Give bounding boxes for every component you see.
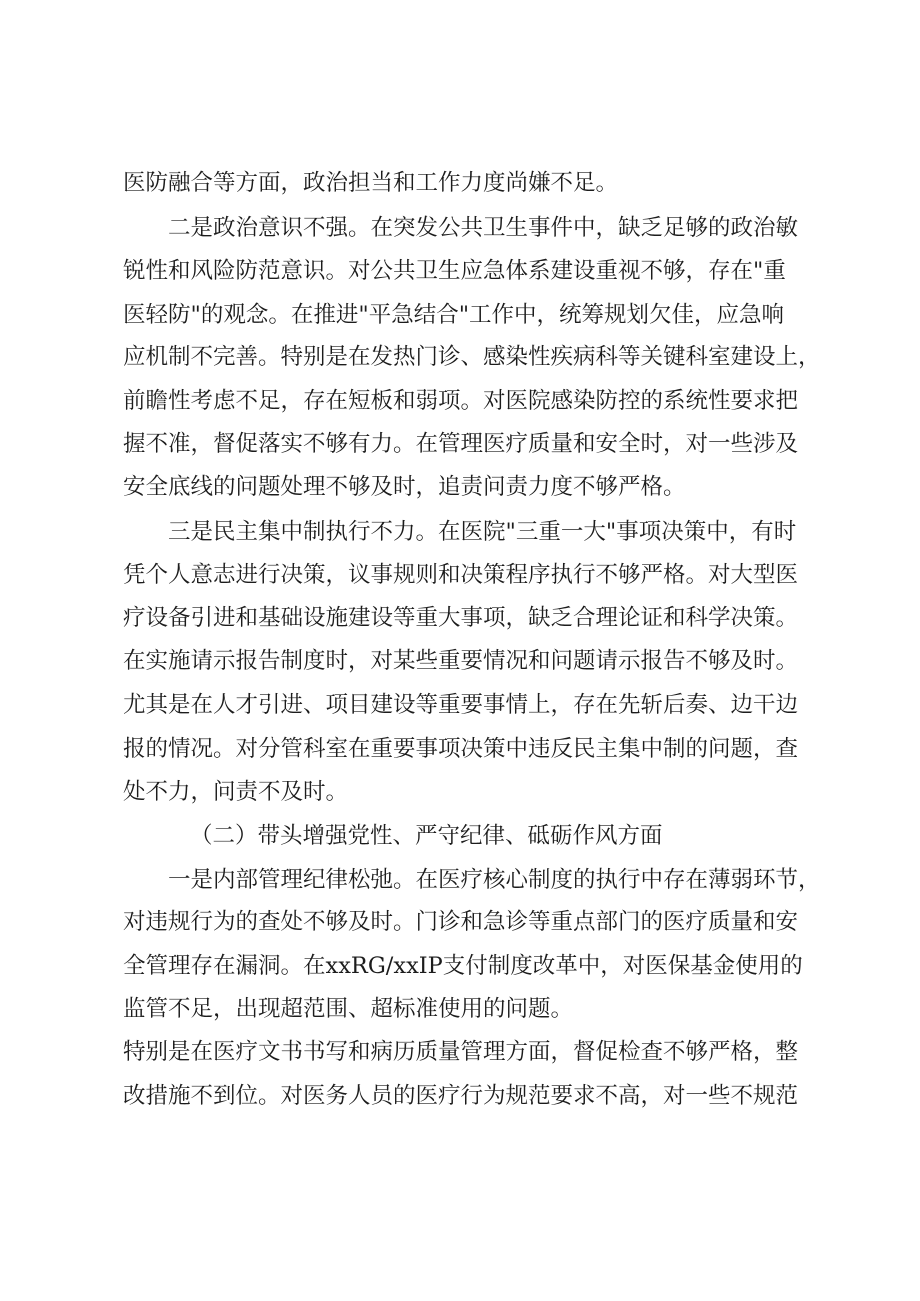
paragraph-start-line: 三是民主集中制执行不力。在医院"三重一大"事项决策中，有时 (168, 519, 797, 545)
text-line: 尤其是在人才引进、项目建设等重要事情上，存在先斩后奏、边干边 (123, 692, 799, 718)
text-line: 全管理存在漏洞。在xxRG/xxIP支付制度改革中，对医保基金使用的 (123, 953, 803, 979)
text-line: 处不力，问责不及时。 (123, 779, 349, 805)
text-line: 特别是在医疗文书书写和病历质量管理方面，督促检查不够严格，整 (123, 1039, 799, 1065)
text-line: 安全底线的问题处理不够及时，追责问责力度不够严格。 (123, 474, 686, 500)
text-line: 疗设备引进和基础设施建设等重大事项，缺乏合理论证和科学决策。 (123, 605, 799, 631)
paragraph-start-line: 一是内部管理纪律松弛。在医疗核心制度的执行中存在薄弱环节， (168, 867, 821, 893)
text-line: 在实施请示报告制度时，对某些重要情况和问题请示报告不够及时。 (123, 648, 799, 674)
text-line: 握不准，督促落实不够有力。在管理医疗质量和安全时，对一些涉及 (123, 431, 799, 457)
text-line: 监管不足，出现超范围、超标准使用的问题。 (123, 996, 574, 1022)
text-line: 改措施不到位。对医务人员的医疗行为规范要求不高，对一些不规范 (123, 1083, 799, 1109)
section-heading: （二）带头增强党性、严守纪律、砥砺作风方面 (190, 823, 663, 849)
text-line: 凭个人意志进行决策，议事规则和决策程序执行不够严格。对大型医 (123, 562, 799, 588)
paragraph-start-line: 二是政治意识不强。在突发公共卫生事件中，缺乏足够的政治敏 (168, 215, 799, 241)
text-line: 医防融合等方面，政治担当和工作力度尚嫌不足。 (123, 170, 619, 196)
text-line: 医轻防"的观念。在推进"平急结合"工作中，统筹规划欠佳，应急响 (123, 302, 785, 328)
text-line: 前瞻性考虑不足，存在短板和弱项。对医院感染防控的系统性要求把 (123, 388, 799, 414)
text-line: 报的情况。对分管科室在重要事项决策中违反民主集中制的问题，查 (123, 736, 799, 762)
text-line: 锐性和风险防范意识。对公共卫生应急体系建设重视不够，存在"重 (123, 258, 786, 284)
text-line: 应机制不完善。特别是在发热门诊、感染性疾病科等关键科室建设上， (123, 344, 821, 370)
text-line: 对违规行为的查处不够及时。门诊和急诊等重点部门的医疗质量和安 (123, 909, 799, 935)
